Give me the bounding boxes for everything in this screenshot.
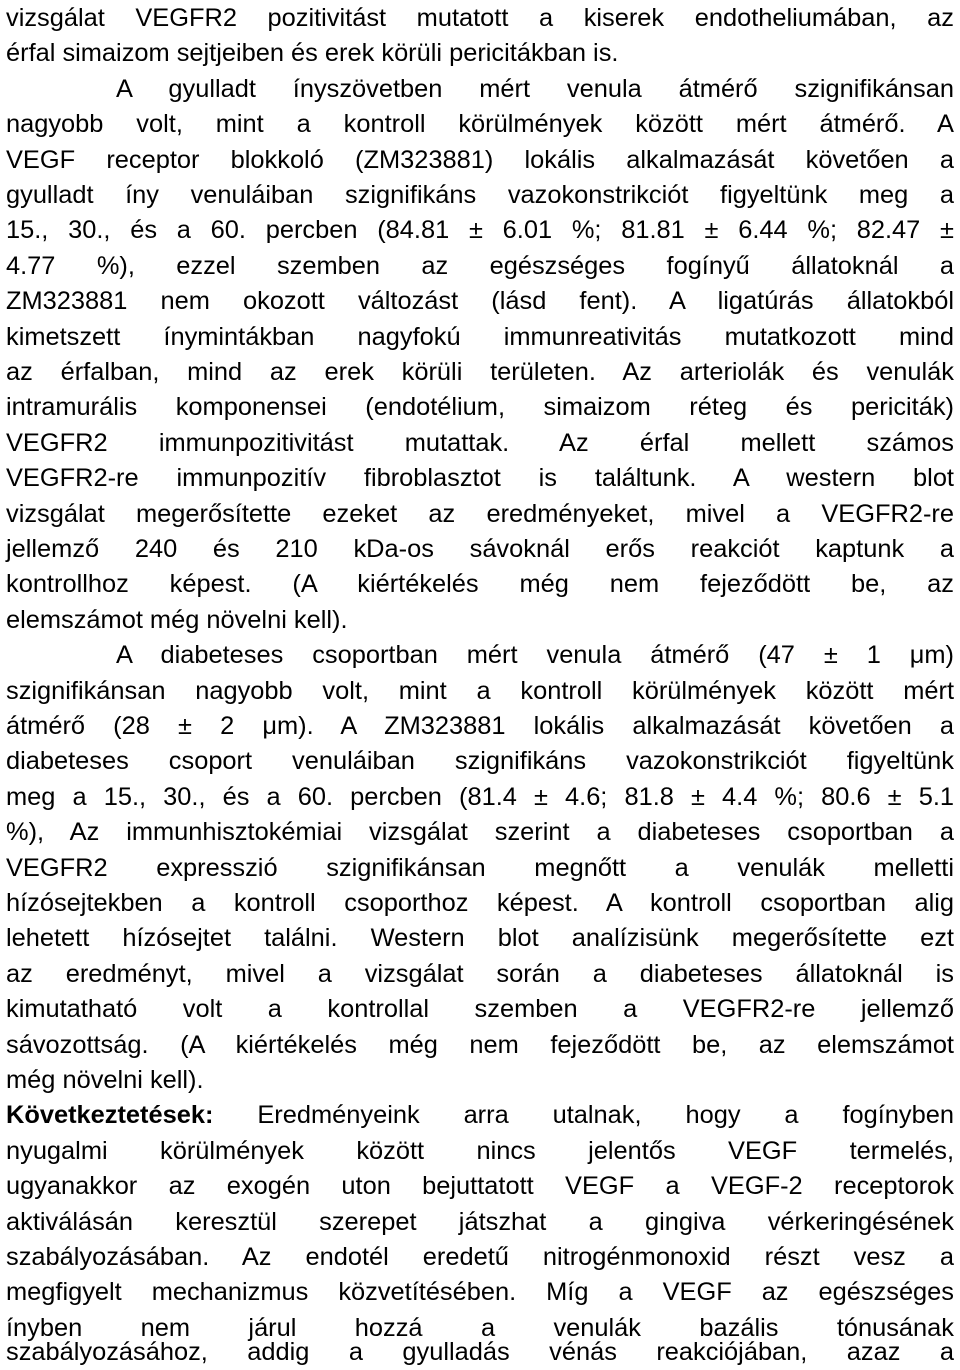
text-line: szabályozásában. Az endotél eredetű nitrogénmonoxid részt vesz a [6,1243,954,1271]
conclusion-heading: Következtetések: [6,1101,214,1130]
text-line: A gyulladt ínyszövetben mért venula átmérő szignifikánsan [116,74,954,103]
text-line: ínyben nem járul hozzá a venulák bazális tónusának [6,1313,954,1342]
text-line: intramurális komponensei (endotélium, simaizom réteg és periciták) [6,393,954,422]
text-line: szignifikánsan nagyobb volt, mint a kontroll körülmények között mért [6,676,954,705]
text-line: lehetett hízósejtet találni. Western blot analízisünk megerősítette ezt [6,924,954,953]
text-line: szabályozásához, addig a gyulladás vénás reakciójában, azaz a [6,1338,954,1366]
text-line: még növelni kell). [6,1066,204,1094]
text-line: 15., 30., és a 60. percben (84.81 ± 6.01 %; 81.81 ± 6.44 %; 82.47 ± [6,216,954,245]
text-line: elemszámot még növelni kell). [6,605,348,634]
text-line: megfigyelt mechanizmus közvetítésében. Míg a VEGF az egészséges [6,1278,954,1307]
text-line: A diabeteses csoportban mért venula átmérő (47 ± 1 μm) [116,641,954,670]
text-line: kontrollhoz képest. (A kiértékelés még nem fejeződött be, az [6,570,954,599]
text-line: VEGFR2-re immunpozitív fibroblasztot is találtunk. A western blot [6,464,954,493]
text-line: átmérő (28 ± 2 μm). A ZM323881 lokális alkalmazását követően a [6,712,954,740]
text-line: sávozottság. (A kiértékelés még nem fejeződött be, az elemszámot [6,1030,954,1059]
text-line: nyugalmi körülmények között nincs jelentős VEGF termelés, [6,1136,954,1165]
text-line: az eredményt, mivel a vizsgálat során a diabeteses állatoknál is [6,959,954,988]
text-line: érfal simaizom sejtjeiben és erek körüli pericitákban is. [6,39,619,68]
text-line: nagyobb volt, mint a kontroll körülmények között mért átmérő. A [6,110,954,139]
text-line: az érfalban, mind az erek körüli területen. Az arteriolák és venulák [6,358,954,386]
text-line: VEGFR2 immunpozitivitást mutattak. Az érfal mellett számos [6,428,954,457]
text-line: 4.77 %), ezzel szemben az egészséges fogínyű állatoknál a [6,251,954,280]
text-line: ugyanakkor az exogén uton bejuttatott VEGF a VEGF-2 receptorok [6,1172,954,1201]
text-line: hízósejtekben a kontroll csoporthoz képest. A kontroll csoportban alig [6,889,954,917]
text-line: vizsgálat megerősítette ezeket az eredményeket, mivel a VEGFR2-re [6,499,954,528]
text-line: diabeteses csoport venuláiban szignifikáns vazokonstrikciót figyeltünk [6,747,954,776]
text-line: aktiválásán keresztül szerepet játszhat a gingiva vérkeringésének [6,1207,954,1236]
text-line: VEGFR2 expresszió szignifikánsan megnőtt a venulák melletti [6,853,954,882]
text-line: jellemző 240 és 210 kDa-os sávoknál erős reakciót kaptunk a [6,535,954,563]
text-line: vizsgálat VEGFR2 pozitivitást mutatott a kiserek endotheliumában, az [6,4,954,32]
conclusion-line [6,1097,954,1133]
text-line: gyulladt íny venuláiban szignifikáns vazokonstrikciót figyeltünk meg a [6,181,954,209]
text-line: %), Az immunhisztokémiai vizsgálat szerint a diabeteses csoportban a [6,818,954,847]
text-line: kimutatható volt a kontrollal szemben a VEGFR2-re jellemző [6,995,954,1024]
text-line: meg a 15., 30., és a 60. percben (81.4 ± 4.6; 81.8 ± 4.4 %; 80.6 ± 5.1 [6,782,954,811]
text-line: VEGF receptor blokkoló (ZM323881) lokális alkalmazását követően a [6,145,954,174]
text-line: kimetszett ínymintákban nagyfokú immunreativitás mutatkozott mind [6,322,954,351]
text-line: ZM323881 nem okozott változást (lásd fent). A ligatúrás állatokból [6,287,954,316]
conclusion-text: Eredményeink arra utalnak, hogy a fogínyben [257,1101,954,1130]
